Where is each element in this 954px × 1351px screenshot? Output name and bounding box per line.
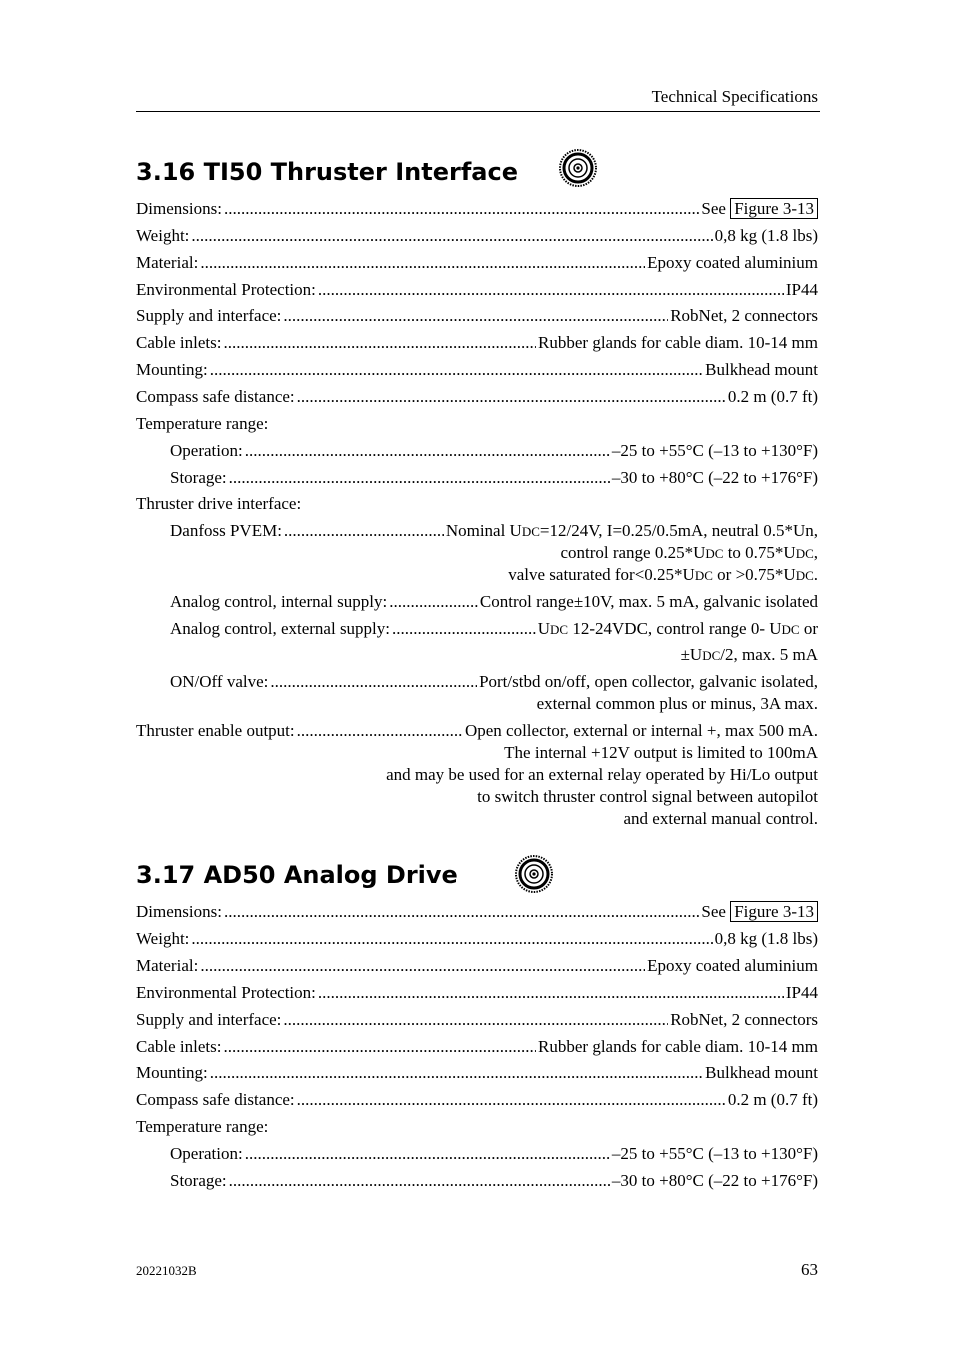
compass-safe-icon bbox=[558, 148, 598, 188]
spec-row-weight: Weight: ..... 0,8 kg (1.8 lbs) bbox=[136, 929, 818, 951]
spec-enable-line3: and may be used for an external relay operated by Hi/Lo output bbox=[386, 765, 818, 784]
figure-link[interactable]: Figure 3-13 bbox=[730, 901, 818, 922]
spec-row-analog-internal: Analog control, internal supply: ..... Control range±10V, max. 5 mA, galvanic isolated bbox=[170, 592, 818, 614]
spec-row-storage: Storage: ..... –30 to +80°C (–22 to +176°F) bbox=[170, 1171, 818, 1193]
spec-danfoss-line3: valve saturated for<0.25*UDC or >0.75*UDC. bbox=[508, 565, 818, 584]
spec-row-supply: Supply and interface: ..... RobNet, 2 connectors bbox=[136, 306, 818, 328]
section-title-ti50: 3.16 TI50 Thruster Interface bbox=[136, 158, 518, 186]
footer-doc-number: 20221032B bbox=[136, 1263, 197, 1278]
compass-safe-icon bbox=[514, 854, 554, 894]
spec-row-weight: Weight: ..... 0,8 kg (1.8 lbs) bbox=[136, 226, 818, 248]
section-title-ad50: 3.17 AD50 Analog Drive bbox=[136, 861, 458, 889]
spec-thruster-drive-heading: Thruster drive interface: bbox=[136, 494, 302, 513]
spec-row-mounting: Mounting: ..... Bulkhead mount bbox=[136, 1063, 818, 1085]
spec-row-storage: Storage: ..... –30 to +80°C (–22 to +176°F) bbox=[170, 468, 818, 490]
footer-page-number: 63 bbox=[801, 1260, 818, 1279]
spec-onoff-line2: external common plus or minus, 3A max. bbox=[536, 694, 818, 713]
spec-row-material: Material: ..... Epoxy coated aluminium bbox=[136, 956, 818, 978]
spec-row-compass: Compass safe distance: ..... 0.2 m (0.7 ft) bbox=[136, 1090, 818, 1112]
spec-row-danfoss: Danfoss PVEM: ..... Nominal UDC=12/24V, I=0.25/0.5mA, neutral 0.5*Un, bbox=[170, 521, 818, 543]
spec-enable-line2: The internal +12V output is limited to 100mA bbox=[504, 743, 818, 762]
spec-row-operation: Operation: ..... –25 to +55°C (–13 to +130°F) bbox=[170, 441, 818, 463]
spec-danfoss-line2: control range 0.25*UDC to 0.75*UDC, bbox=[560, 543, 818, 562]
spec-row-enable: Thruster enable output: ..... Open collector, external or internal +, max 500 mA. bbox=[136, 721, 818, 743]
spec-row-environment: Environmental Protection: ..... IP44 bbox=[136, 280, 818, 302]
spec-enable-line5: and external manual control. bbox=[623, 809, 818, 828]
page-header bbox=[136, 87, 820, 112]
spec-row-dimensions: Dimensions: ..... See Figure 3-13 bbox=[136, 199, 818, 221]
spec-row-analog-external: Analog control, external supply: ..... UDC 12-24VDC, control range 0- UDC or bbox=[170, 619, 818, 641]
figure-link[interactable]: Figure 3-13 bbox=[730, 198, 818, 219]
spec-row-onoff: ON/Off valve: ..... Port/stbd on/off, open collector, galvanic isolated, bbox=[170, 672, 818, 694]
spec-temp-heading: Temperature range: bbox=[136, 1117, 269, 1136]
spec-enable-line4: to switch thruster control signal between autopilot bbox=[477, 787, 818, 806]
spec-row-cable: Cable inlets: ..... Rubber glands for cable diam. 10-14 mm bbox=[136, 1037, 818, 1059]
spec-row-supply: Supply and interface: ..... RobNet, 2 connectors bbox=[136, 1010, 818, 1032]
spec-row-dimensions: Dimensions: ..... See Figure 3-13 bbox=[136, 902, 818, 924]
spec-row-material: Material: ..... Epoxy coated aluminium bbox=[136, 253, 818, 275]
spec-temp-heading: Temperature range: bbox=[136, 414, 269, 433]
spec-row-compass: Compass safe distance: ..... 0.2 m (0.7 ft) bbox=[136, 387, 818, 409]
header-title: Technical Specifications bbox=[651, 87, 818, 106]
spec-row-mounting: Mounting: ..... Bulkhead mount bbox=[136, 360, 818, 382]
spec-row-environment: Environmental Protection: ..... IP44 bbox=[136, 983, 818, 1005]
spec-analog-external-line2: ±UDC/2, max. 5 mA bbox=[680, 645, 818, 664]
spec-row-cable: Cable inlets: ..... Rubber glands for cable diam. 10-14 mm bbox=[136, 333, 818, 355]
spec-row-operation: Operation: ..... –25 to +55°C (–13 to +130°F) bbox=[170, 1144, 818, 1166]
